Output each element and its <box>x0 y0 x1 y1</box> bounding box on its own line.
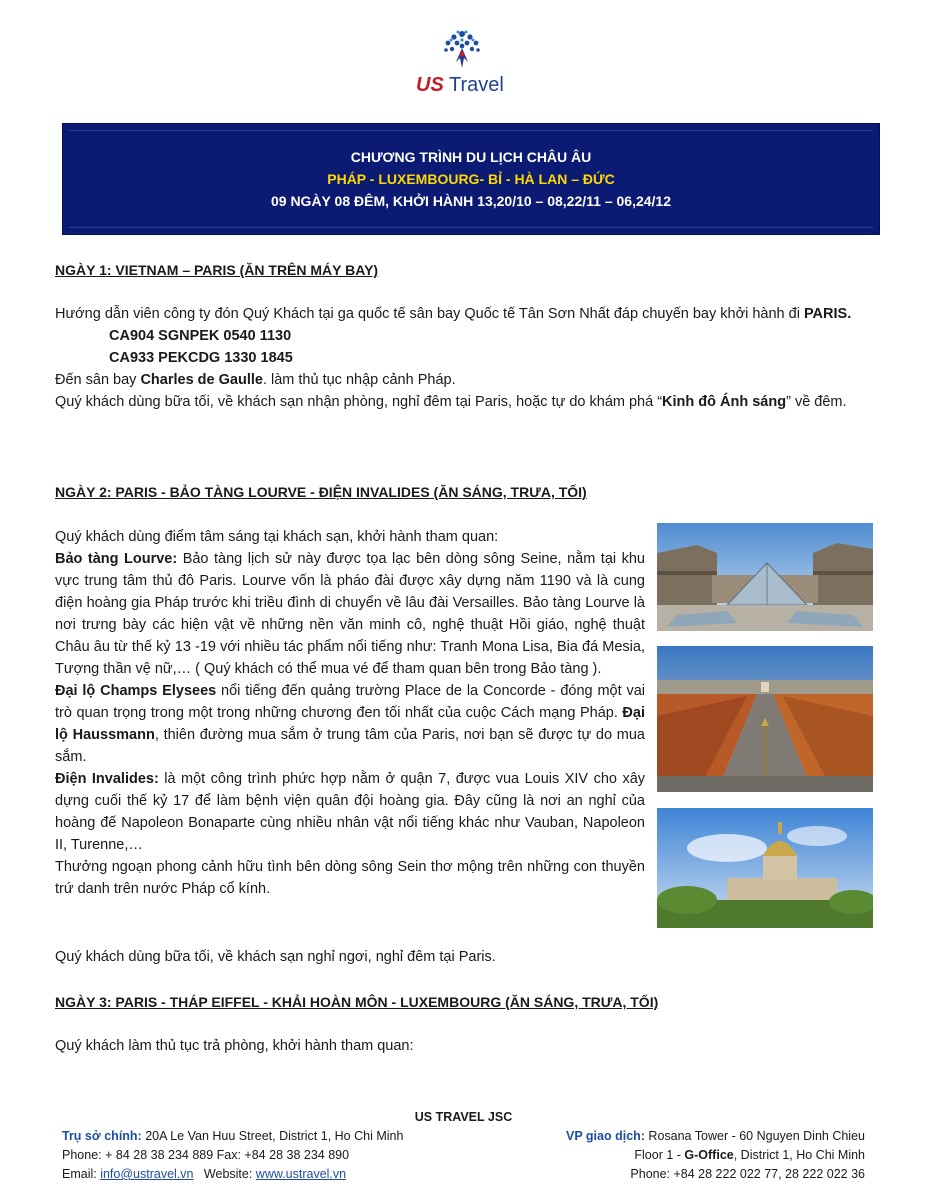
footer-office <box>566 1127 865 1184</box>
hq-phone-line: Phone: + 84 28 38 234 889 Fax: +84 28 38 234 890 <box>62 1148 350 1162</box>
program-banner <box>62 123 880 235</box>
day1-body <box>55 303 873 413</box>
logo-wordmark <box>416 74 504 97</box>
company-logo <box>410 28 520 100</box>
invalides-photo <box>657 808 873 928</box>
day1-intro-city: PARIS. <box>803 306 852 322</box>
website-label: Website: <box>193 1167 256 1181</box>
office-phone-line: Phone: +84 28 222 022 77, 28 222 022 36 <box>630 1167 865 1181</box>
day3-heading: NGÀY 3: PARIS - THÁP EIFFEL - KHẢI HOÀN MÔN - LUXEMBOURG (ĂN SÁNG, TRƯA, TỐI) <box>55 994 659 1010</box>
logo-us-text: US <box>416 74 444 96</box>
office-address: Rosana Tower - 60 Nguyen Dinh Chieu <box>644 1129 865 1143</box>
louvre-paragraph <box>55 548 645 680</box>
champs-elysees-photo <box>657 646 873 792</box>
floor-post: , District 1, Ho Chi Minh <box>733 1148 865 1162</box>
champs-paragraph <box>55 680 645 768</box>
day1-heading: NGÀY 1: VIETNAM – PARIS (ĂN TRÊN MÁY BAY) <box>55 262 379 278</box>
banner-countries: PHÁP - LUXEMBOURG- BỈ - HÀ LAN – ĐỨC <box>327 171 615 187</box>
office-address-line <box>566 1127 865 1146</box>
invalides-dome-image <box>657 808 873 928</box>
email-label: Email: <box>62 1167 101 1181</box>
seine-paragraph: Thưởng ngoạn phong cảnh hữu tình bên dòng sông Sein thơ mộng trên những con thuyền trứ danh trên nước Pháp cổ kính. <box>55 859 645 897</box>
flight-1: CA904 SGNPEK 0540 1130 <box>109 328 292 344</box>
louvre-pyramid-image <box>657 523 873 631</box>
banner-title: CHƯƠNG TRÌNH DU LỊCH CHÂU ÂU <box>350 149 592 165</box>
banner-dates: 09 NGÀY 08 ĐÊM, KHỞI HÀNH 13,20/10 – 08,22/11 – 06,24/12 <box>270 193 672 209</box>
dinner-highlight: Kinh đô Ánh sáng <box>662 394 787 410</box>
invalides-paragraph <box>55 768 645 856</box>
invalides-text: là một công trình phức hợp nằm ở quận 7, được vua Louis XIV cho xây dựng cuối thế kỷ 17 để làm bệnh viện quân đội hoàng gia. Đây cũng là nơi an nghỉ của hoàng đế Napoleon Bonaparte cùng nhiều nhân vật nổi tiếng khác như Vauban, Napoleon II, Turenne,… <box>55 771 646 853</box>
website-link[interactable]: www.ustravel.vn <box>255 1167 347 1181</box>
hq-address: 20A Le Van Huu Street, District 1, Ho Chi Minh <box>141 1129 404 1143</box>
arrival-post: . làm thủ tục nhập cảnh Pháp. <box>262 372 456 388</box>
day1-dinner <box>55 391 873 413</box>
louvre-photo <box>657 523 873 631</box>
footer-company: US TRAVEL JSC <box>414 1110 513 1124</box>
arrival-airport: Charles de Gaulle <box>140 372 263 388</box>
louvre-title: Bảo tàng Lourve: <box>55 551 178 567</box>
dinner-pre: Quý khách dùng bữa tối, về khách sạn nhận phòng, nghỉ đêm tại Paris, hoặc tự do khám phá “ <box>55 394 663 410</box>
champs-title: Đại lộ Champs Elysees <box>55 683 217 699</box>
email-link[interactable]: info@ustravel.vn <box>100 1167 194 1181</box>
hq-label: Trụ sở chính: <box>62 1129 142 1143</box>
arrival-pre: Đến sân bay <box>55 372 141 388</box>
day2-intro: Quý khách dùng điểm tâm sáng tại khách sạn, khởi hành tham quan: <box>55 529 499 545</box>
floor-pre: Floor 1 - <box>634 1148 685 1162</box>
hq-address-line <box>62 1127 403 1146</box>
flight-2: CA933 PEKCDG 1330 1845 <box>109 350 293 366</box>
champs-text: nổi tiếng đến quảng trường Place de la Concorde - đóng một vai trò quan trọng trong một trong những chương đen tối nhất của cuộc Cách mạng Pháp. <box>55 683 645 721</box>
day2-heading: NGÀY 2: PARIS - BẢO TÀNG LOURVE - ĐIỆN INVALIDES (ĂN SÁNG, TRƯA, TỐI) <box>55 484 587 500</box>
haussmann-title: Đại lộ Haussmann <box>55 705 645 743</box>
dinner-post: ” về đêm. <box>786 394 847 410</box>
floor-office: G-Office <box>684 1148 734 1162</box>
day2-closing: Quý khách dùng bữa tối, về khách sạn nghỉ ngơi, nghỉ đêm tại Paris. <box>55 949 496 965</box>
day1-intro <box>55 303 873 325</box>
haussmann-text: , thiên đường mua sắm ở trung tâm của Paris, nơi bạn sẽ được tự do mua sắm. <box>55 727 645 765</box>
office-floor-line <box>566 1146 865 1165</box>
invalides-title: Điện Invalides: <box>55 771 159 787</box>
louvre-text: Bảo tàng lịch sử này được tọa lạc bên dòng sông Seine, nằm tại khu vực trung tâm thủ đô Paris. Lourve vốn là pháo đài được xây dựng năm 1190 và là cung điện hoàng gia Pháp trước khi triều đình di chuyển về lâu đài Versailles. Bảo tàng Lourve là nơi trưng bày các hiện vật về những nền văn minh cô, nghệ thuật Hồi giáo, nghệ thuật Châu âu từ thế kỷ 13 -19 với nhiều tác phẩm nổi tiếng như: Tranh Mona Lisa, Bia đá Mesia, Tượng thần vệ nữ,… ( Quý khách có thể mua vé để tham quan bên trong Bảo tàng ). <box>55 551 645 677</box>
champs-elysees-image <box>657 646 873 792</box>
day1-intro-text: Hướng dẫn viên công ty đón Quý Khách tại ga quốc tế sân bay Quốc tế Tân Sơn Nhất đáp chuyến bay khởi hành đi <box>55 306 804 322</box>
logo-travel-text: Travel <box>449 74 504 96</box>
day1-arrival <box>55 369 873 391</box>
day2-body <box>55 526 645 900</box>
office-label: VP giao dịch: <box>566 1129 645 1143</box>
day3-intro: Quý khách làm thủ tục trả phòng, khởi hành tham quan: <box>55 1038 414 1054</box>
tree-logo-icon <box>440 28 484 72</box>
footer-headquarters <box>62 1127 403 1184</box>
hq-contact-line <box>62 1165 403 1184</box>
